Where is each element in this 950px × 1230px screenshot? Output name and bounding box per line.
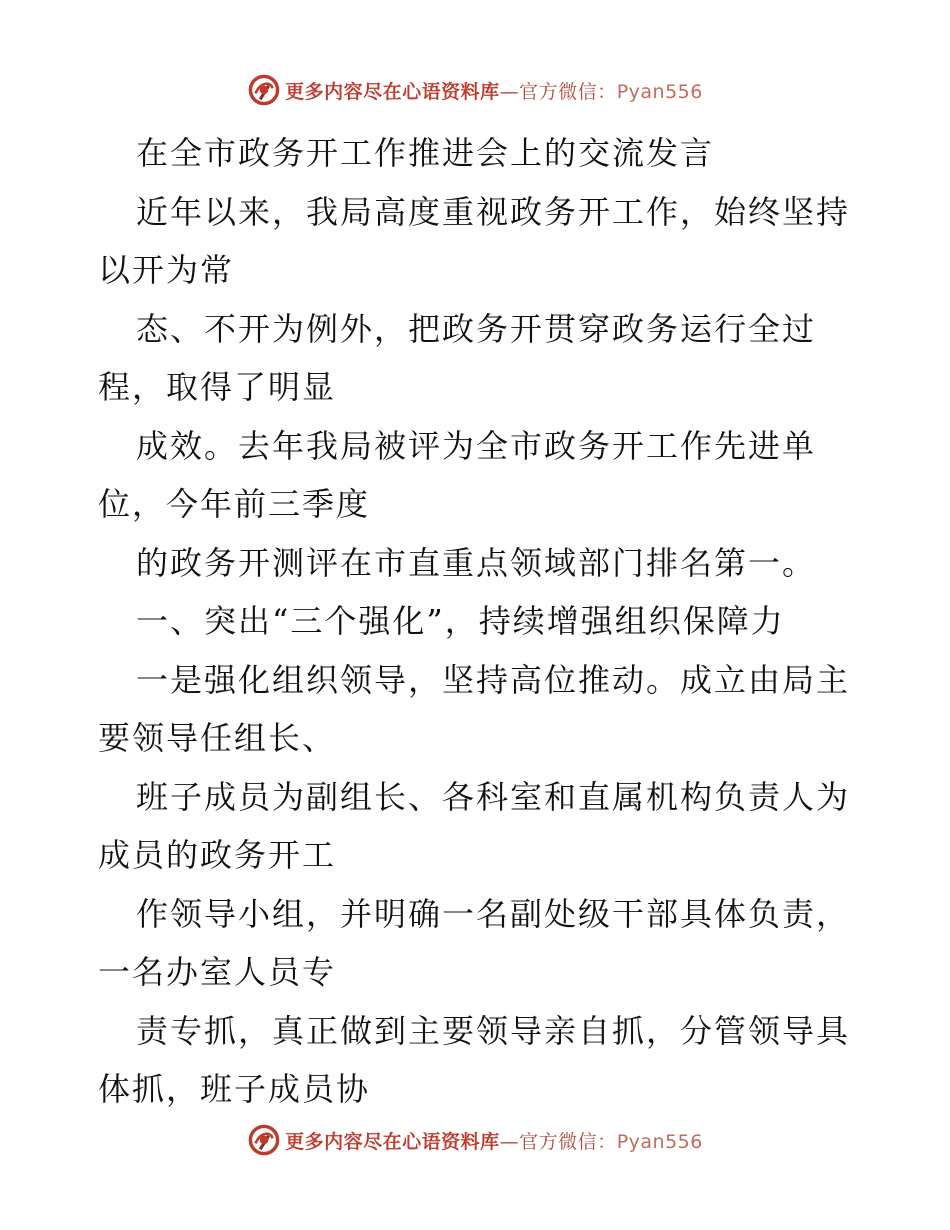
paragraph-line: 态、不开为例外，把政务开贯穿政务运行全过 bbox=[136, 309, 817, 348]
banner-separator: — bbox=[499, 80, 520, 103]
paragraph-line: 要领导任组长、 bbox=[98, 719, 337, 757]
red-swirl-pen-logo-icon bbox=[247, 1123, 281, 1157]
footer-banner bbox=[0, 1120, 950, 1160]
paragraph-line: 一、突出“三个强化”，持续增强组织保障力 bbox=[136, 602, 785, 640]
paragraph-line: 一名办室人员专 bbox=[98, 953, 337, 991]
banner-wechat-id: Pyan556 bbox=[616, 1130, 703, 1153]
document-title: 在全市政务开工作推进会上的交流发言 bbox=[136, 134, 715, 172]
paragraph-line: 成员的政务开工 bbox=[98, 836, 337, 874]
document-body bbox=[98, 124, 858, 1119]
paragraph-line: 成效。去年我局被评为全市政务开工作先进单 bbox=[136, 426, 817, 465]
banner-wechat-label: 官方微信： bbox=[519, 1130, 617, 1153]
paragraph-line: 体抓，班子成员协 bbox=[98, 1070, 371, 1108]
paragraph-line: 以开为常 bbox=[98, 251, 235, 289]
banner-separator: — bbox=[499, 1130, 520, 1153]
banner-main-text: 更多内容尽在心语资料库 bbox=[285, 80, 500, 103]
paragraph-line: 班子成员为副组长、各科室和直属机构负责人为 bbox=[136, 777, 851, 816]
paragraph-line: 作领导小组，并明确一名副处级干部具体负责， bbox=[136, 894, 851, 933]
header-banner bbox=[0, 70, 950, 110]
paragraph-line: 位，今年前三季度 bbox=[98, 485, 371, 523]
banner-wechat-id: Pyan556 bbox=[616, 80, 703, 103]
red-swirl-pen-logo-icon bbox=[247, 73, 281, 107]
paragraph-line: 程，取得了明显 bbox=[98, 368, 337, 406]
paragraph-line: 责专抓，真正做到主要领导亲自抓，分管领导具 bbox=[136, 1011, 851, 1050]
paragraph-line: 近年以来，我局高度重视政务开工作，始终坚持 bbox=[136, 192, 851, 231]
banner-main-text: 更多内容尽在心语资料库 bbox=[285, 1130, 500, 1153]
banner-wechat-label: 官方微信： bbox=[519, 80, 617, 103]
paragraph-line: 一是强化组织领导，坚持高位推动。成立由局主 bbox=[136, 660, 851, 699]
paragraph-line: 的政务开测评在市直重点领域部门排名第一。 bbox=[136, 543, 817, 582]
